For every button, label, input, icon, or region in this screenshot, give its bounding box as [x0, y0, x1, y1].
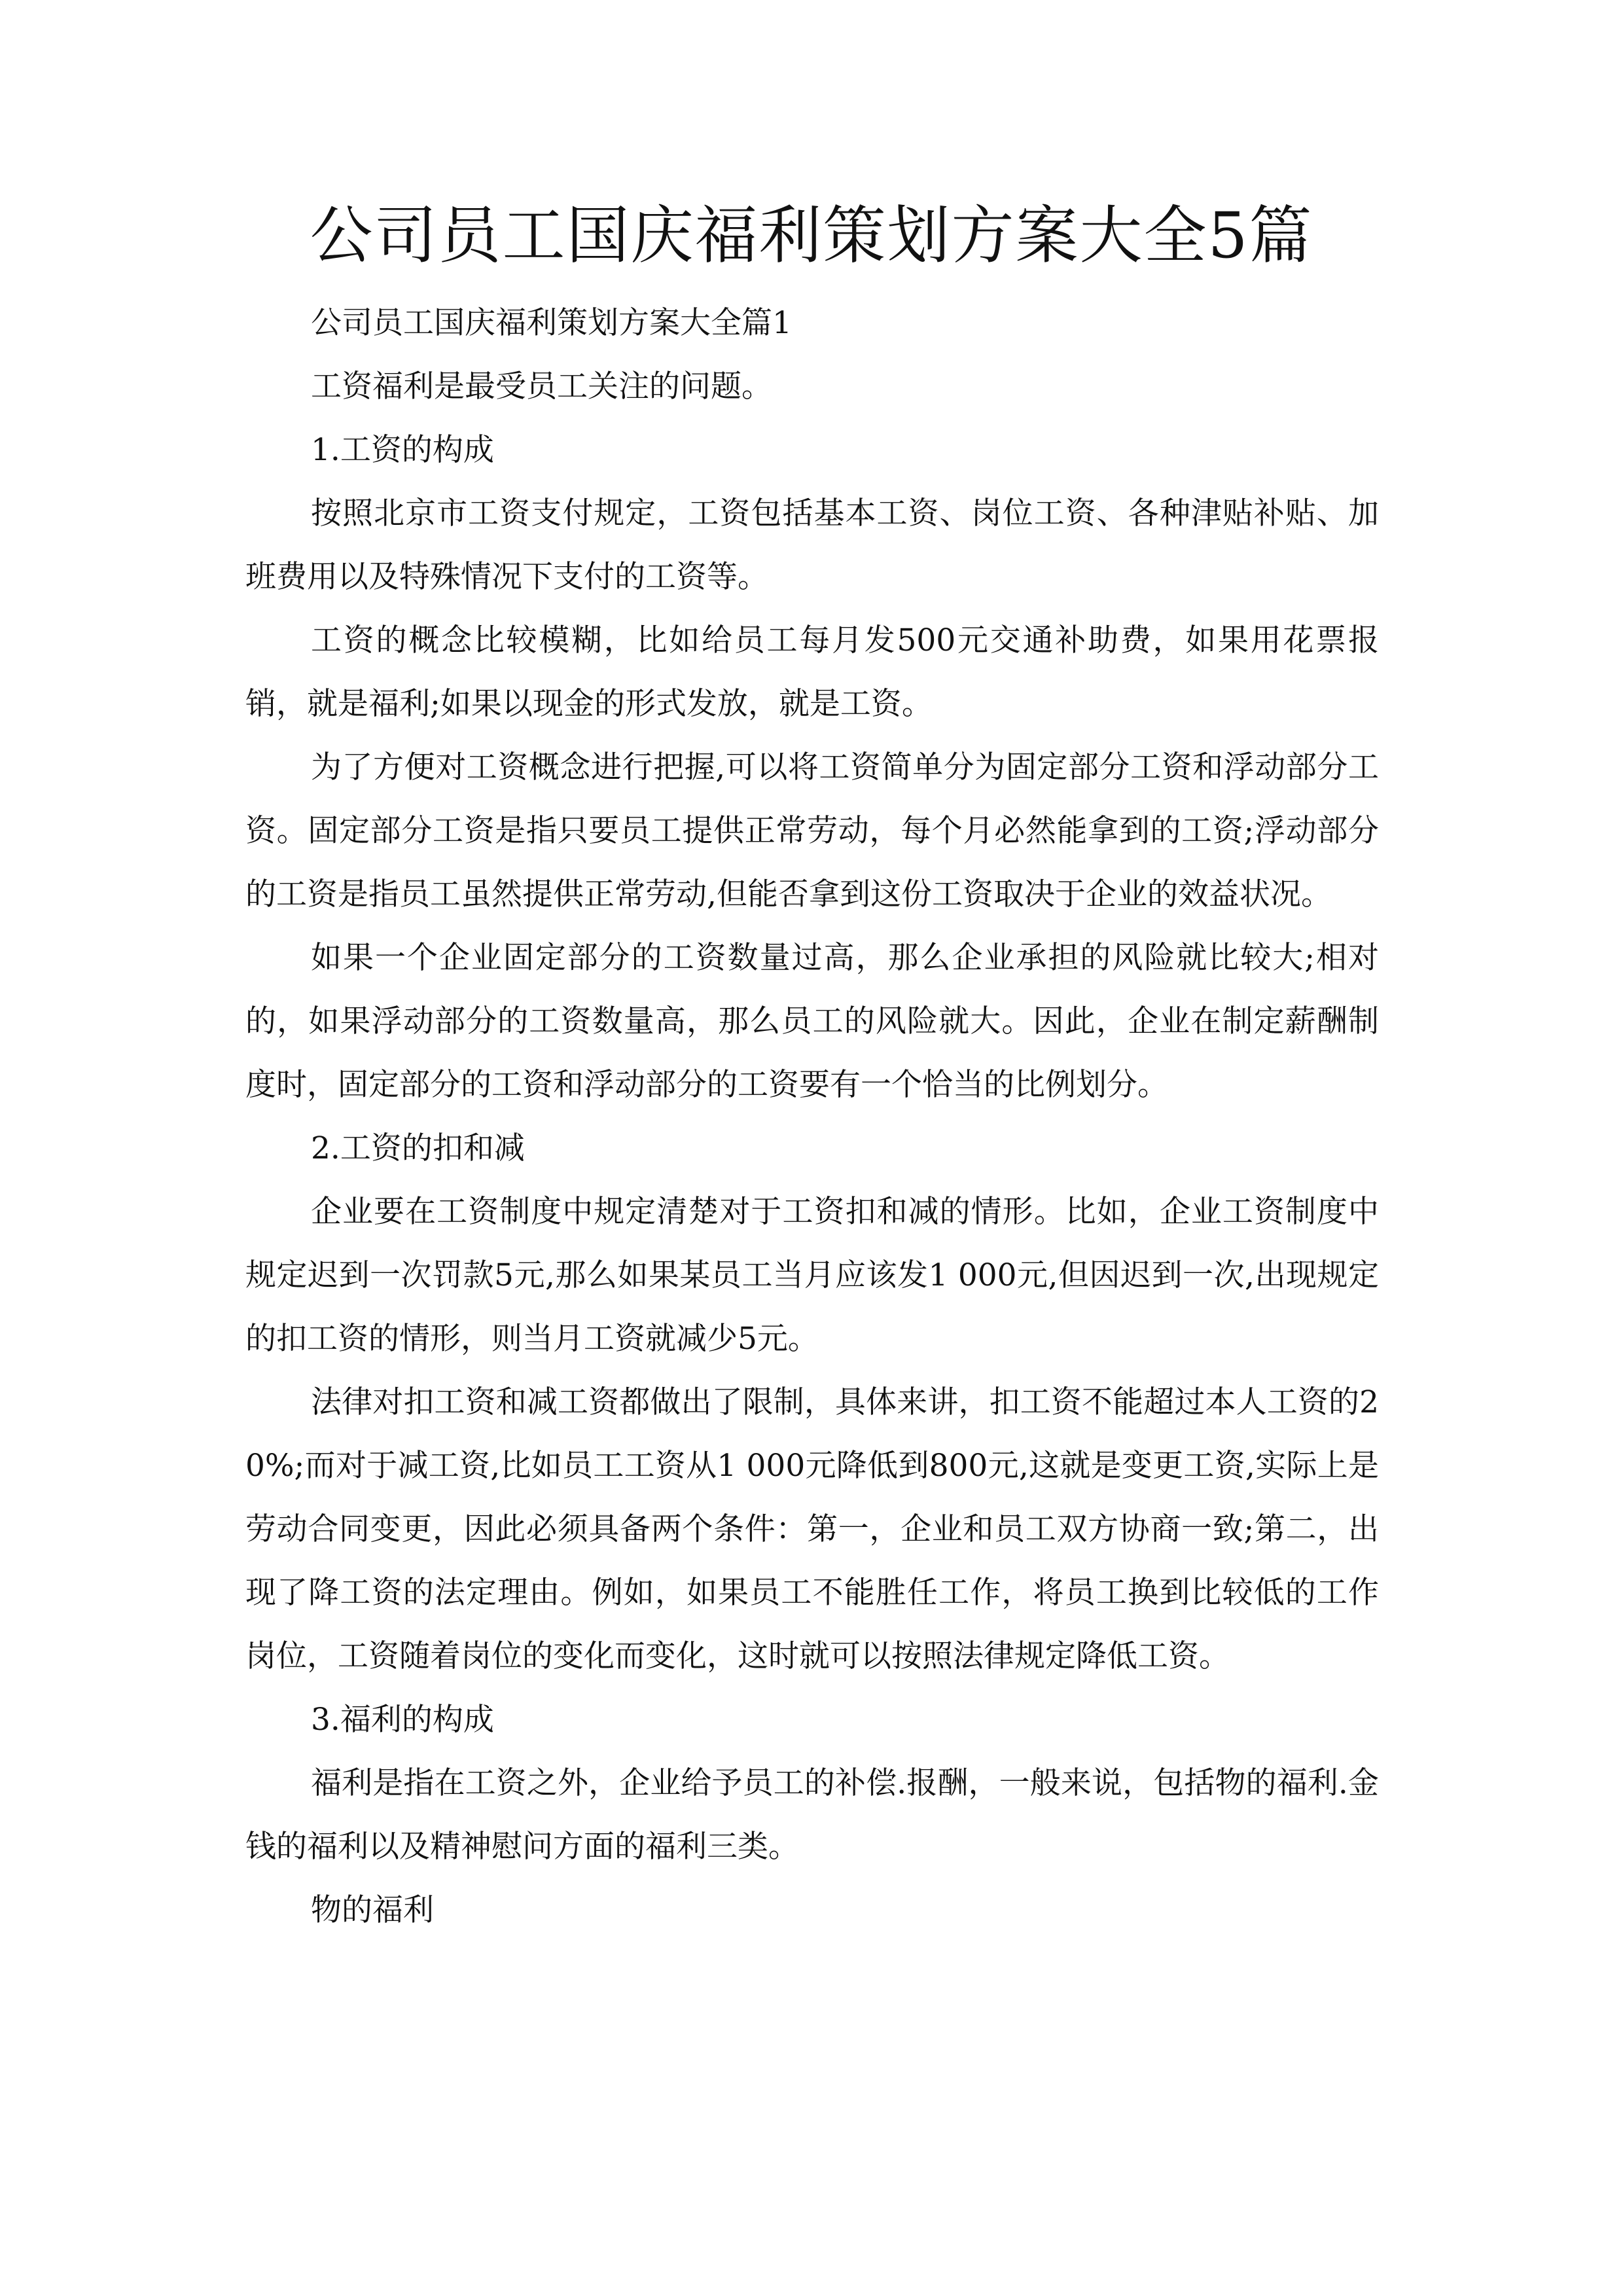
section-heading: 3.福利的构成	[311, 1702, 494, 1738]
document-title: 公司员工国庆福利策划方案大全5篇	[310, 199, 1313, 272]
paragraph: 工资的概念比较模糊，比如给员工每月发500元交通补助费，如果用花票报销，就是福利;如果以现金的形式发放，就是工资。	[245, 622, 1379, 722]
paragraph: 福利是指在工资之外，企业给予员工的补偿.报酬，一般来说，包括物的福利.金钱的福利以及精神慰问方面的福利三类。	[245, 1765, 1379, 1865]
paragraph: 按照北京市工资支付规定，工资包括基本工资、岗位工资、各种津贴补贴、加班费用以及特殊情况下支付的工资等。	[245, 495, 1379, 595]
section-heading: 1.工资的构成	[311, 432, 494, 468]
section-heading: 物的福利	[311, 1892, 434, 1928]
document-body	[245, 291, 1379, 1942]
paragraph: 工资福利是最受员工关注的问题。	[311, 368, 772, 404]
paragraph: 如果一个企业固定部分的工资数量过高，那么企业承担的风险就比较大;相对的，如果浮动部分的工资数量高，那么员工的风险就大。因此，企业在制定薪酬制度时，固定部分的工资和浮动部分的工资要有一个恰当的比例划分。	[245, 940, 1379, 1103]
paragraph: 企业要在工资制度中规定清楚对于工资扣和减的情形。比如，企业工资制度中规定迟到一次罚款5元,那么如果某员工当月应该发1 000元,但因迟到一次,出现规定的扣工资的情形，则当月工资就减少5元。	[245, 1194, 1379, 1357]
section-heading: 2.工资的扣和减	[311, 1130, 525, 1166]
paragraph: 法律对扣工资和减工资都做出了限制，具体来讲，扣工资不能超过本人工资的20%;而对于减工资,比如员工工资从1 000元降低到800元,这就是变更工资,实际上是劳动合同变更，因此必须具备两个条件：第一，企业和员工双方协商一致;第二，出现了降工资的法定理由。例如，如果员工不能胜任工作，将员工换到比较低的工作岗位，工资随着岗位的变化而变化，这时就可以按照法律规定降低工资。	[245, 1384, 1379, 1674]
section-subtitle: 公司员工国庆福利策划方案大全篇1	[311, 305, 792, 341]
paragraph: 为了方便对工资概念进行把握,可以将工资简单分为固定部分工资和浮动部分工资。固定部分工资是指只要员工提供正常劳动，每个月必然能拿到的工资;浮动部分的工资是指员工虽然提供正常劳动,但能否拿到这份工资取决于企业的效益状况。	[245, 749, 1379, 912]
